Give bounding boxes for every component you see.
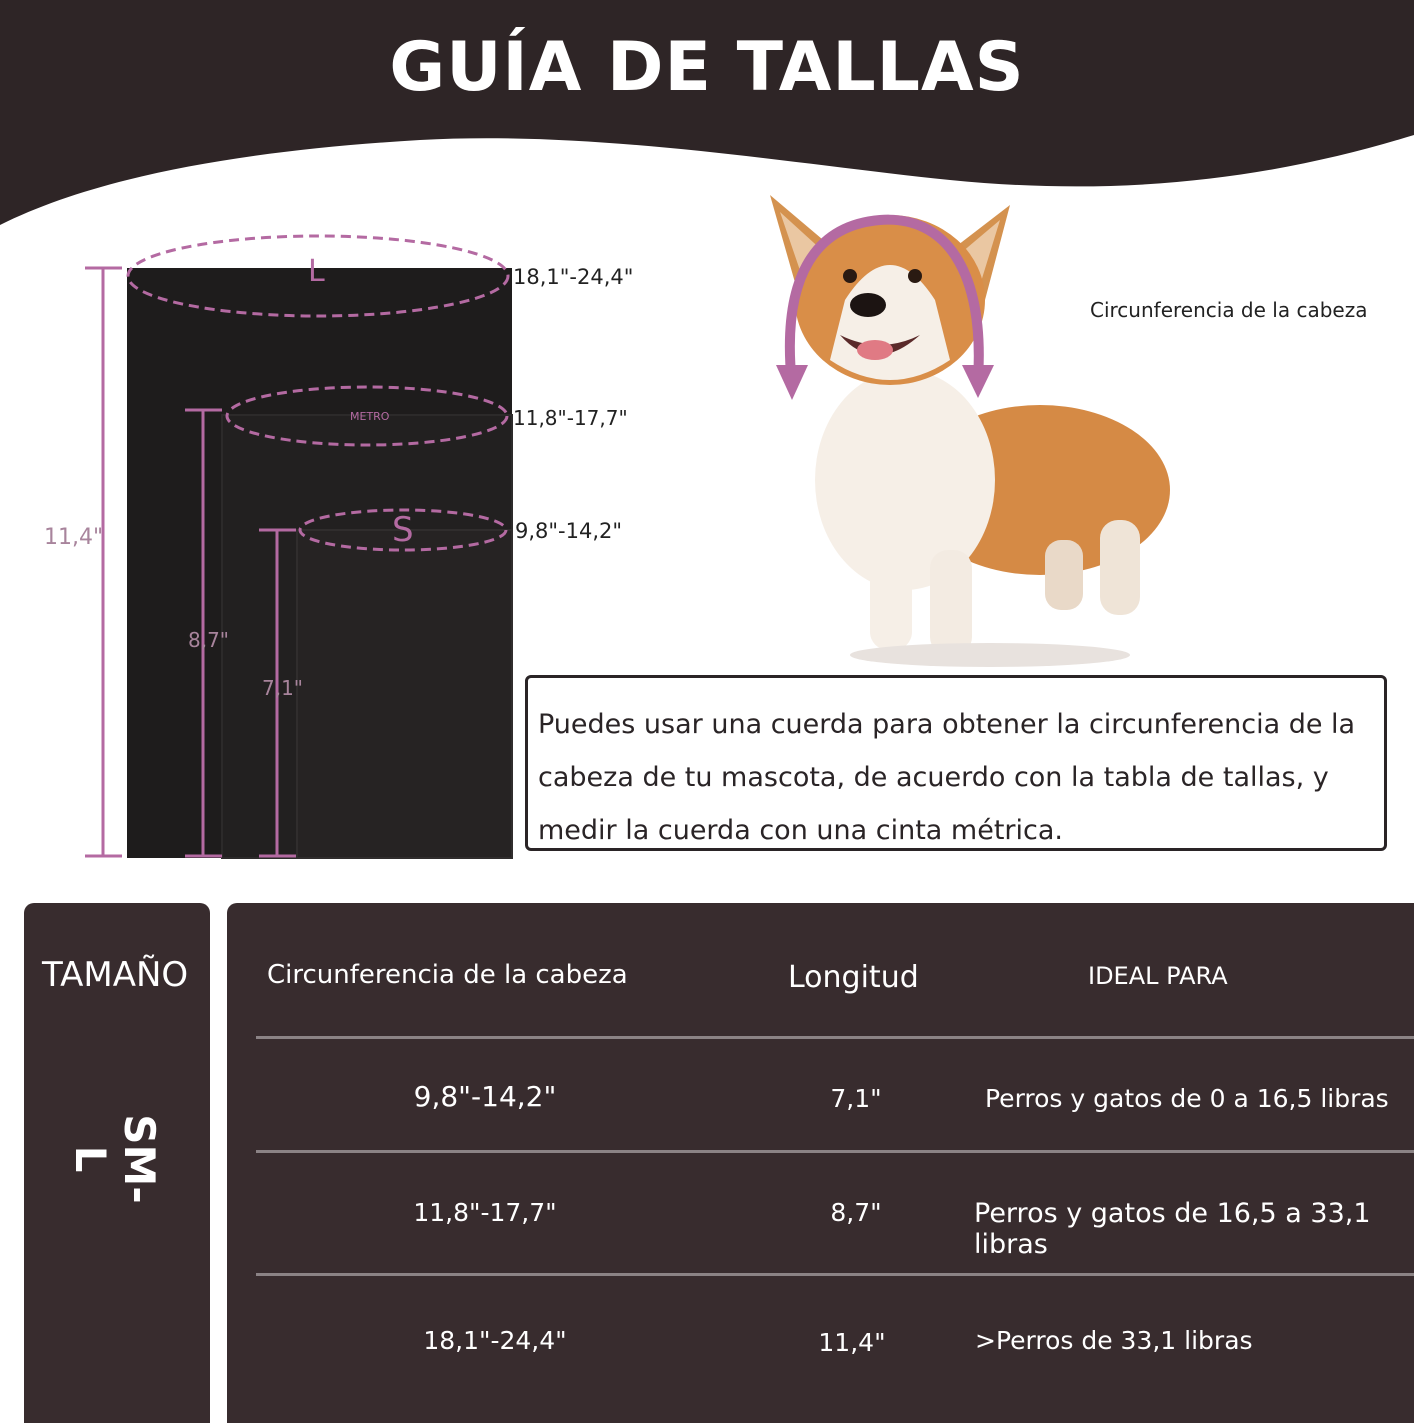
size-letter-medium: METRO bbox=[350, 410, 390, 423]
divider bbox=[256, 1273, 1414, 1276]
header-length: Longitud bbox=[788, 960, 919, 995]
divider bbox=[256, 1036, 1414, 1039]
instruction-line-3: medir la cuerda con una cinta métrica. bbox=[538, 815, 1063, 846]
row-1-circumference: 9,8"-14,2" bbox=[413, 1080, 557, 1113]
circumference-medium: 11,8"-17,7" bbox=[513, 406, 628, 430]
header-circumference: Circunferencia de la cabeza bbox=[267, 960, 628, 990]
instruction-line-1: Puedes usar una cuerda para obtener la circunferencia de la bbox=[538, 709, 1356, 740]
row-3-ideal: >Perros de 33,1 libras bbox=[975, 1326, 1253, 1355]
size-vertical-label: SM-L bbox=[66, 1114, 164, 1204]
size-letter-large: L bbox=[308, 254, 325, 289]
head-circumference-label: Circunferencia de la cabeza bbox=[1090, 298, 1368, 322]
row-2-ideal: Perros y gatos de 16,5 a 33,1 libras bbox=[974, 1198, 1371, 1260]
row-3-circumference: 18,1"-24,4" bbox=[423, 1326, 567, 1355]
length-large: 11,4" bbox=[44, 525, 104, 550]
divider bbox=[256, 1150, 1414, 1153]
size-letter-small: S bbox=[392, 510, 414, 550]
row-1-length: 7,1" bbox=[830, 1084, 882, 1113]
length-medium: 8,7" bbox=[188, 628, 230, 652]
circumference-large: 18,1"-24,4" bbox=[513, 265, 634, 289]
page-title: GUÍA DE TALLAS bbox=[389, 28, 1025, 107]
row-2-length: 8,7" bbox=[830, 1198, 882, 1227]
corgi-image bbox=[730, 180, 1210, 680]
size-header: TAMAÑO bbox=[42, 955, 189, 995]
row-3-length: 11,4" bbox=[818, 1328, 886, 1357]
row-1-ideal: Perros y gatos de 0 a 16,5 libras bbox=[985, 1084, 1389, 1113]
circumference-small: 9,8"-14,2" bbox=[515, 519, 623, 543]
header-ideal: IDEAL PARA bbox=[1088, 962, 1228, 990]
length-small: 7,1" bbox=[262, 676, 304, 700]
instruction-box bbox=[525, 675, 1387, 851]
instruction-line-2: cabeza de tu mascota, de acuerdo con la tabla de tallas, y bbox=[538, 762, 1329, 793]
snood-small bbox=[297, 530, 512, 858]
row-2-circumference: 11,8"-17,7" bbox=[413, 1198, 557, 1227]
